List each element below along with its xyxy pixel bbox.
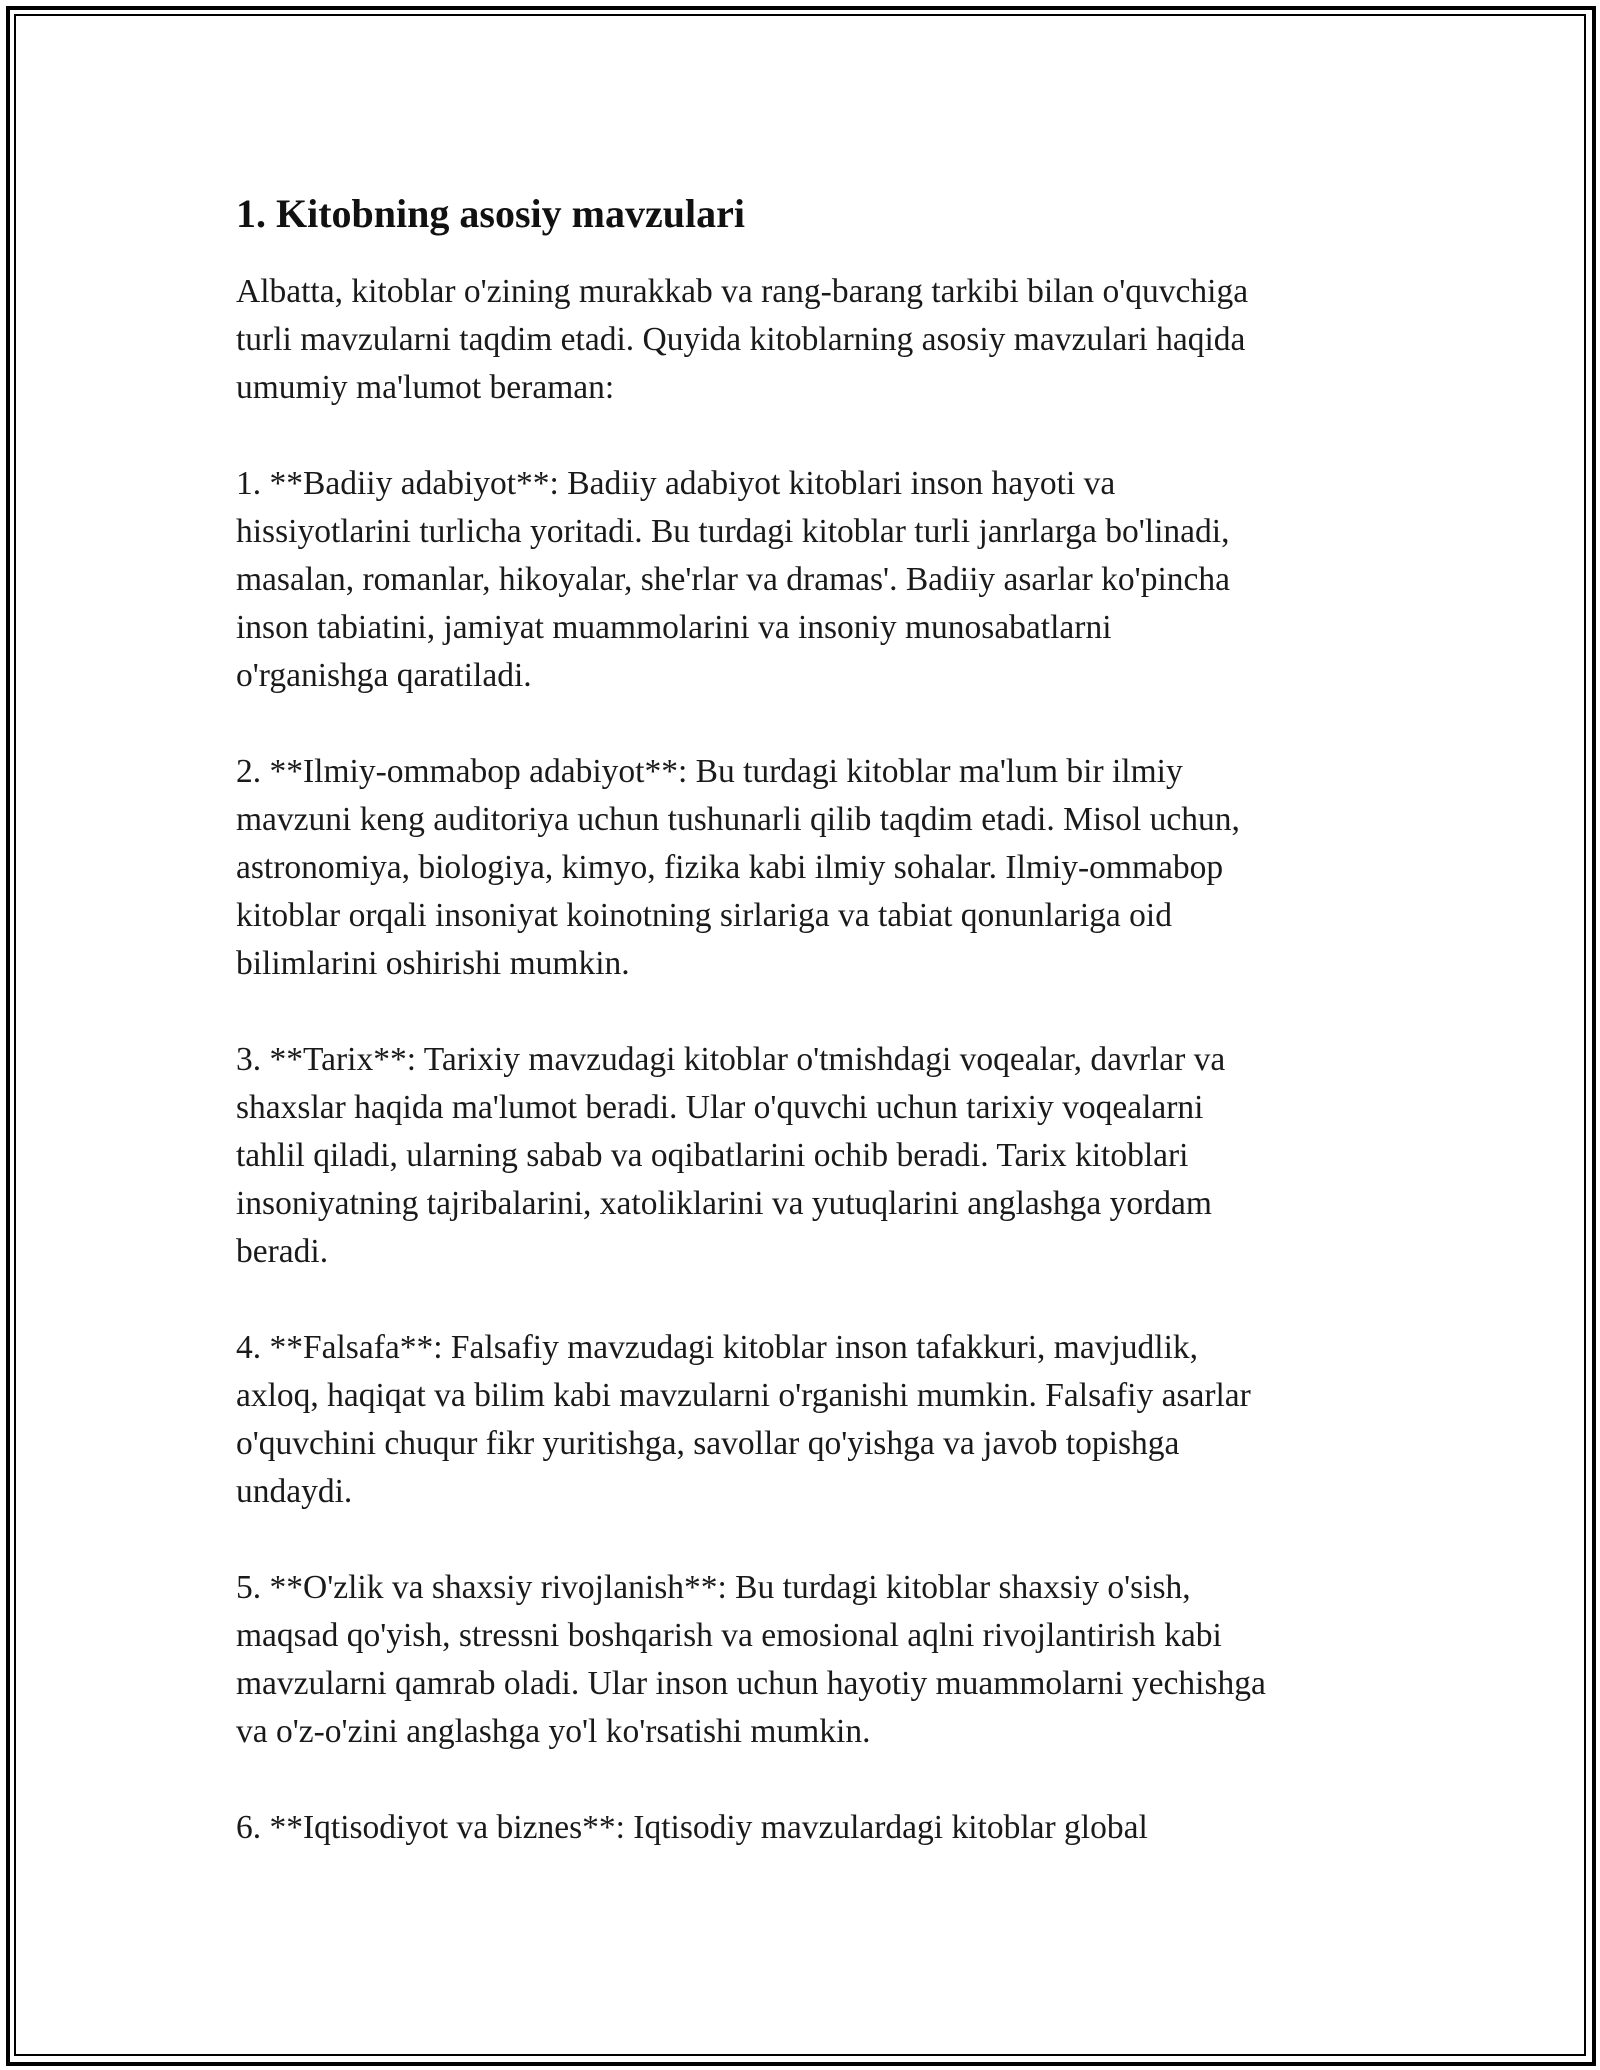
document-body — [236, 186, 1376, 1900]
paragraph-ilmiy-ommabop: 2. **Ilmiy-ommabop adabiyot**: Bu turdagi kitoblar ma'lum bir ilmiy mavzuni keng auditoriya uchun tushunarli qilib taqdim etadi. Misol uchun, astronomiya, biologiya, kimyo, fizika kabi ilmiy sohalar. Ilmiy-ommabop kitoblar orqali insoniyat koinotning sirlariga va tabiat qonunlariga oid bilimlarini oshirishi mumkin. — [236, 753, 1240, 982]
intro-paragraph: Albatta, kitoblar o'zining murakkab va rang-barang tarkibi bilan o'quvchiga turli mavzularni taqdim etadi. Quyida kitoblarning asosiy mavzulari haqida umumiy ma'lumot beraman: — [236, 273, 1249, 406]
paragraph-tarix: 3. **Tarix**: Tarixiy mavzudagi kitoblar o'tmishdagi voqealar, davrlar va shaxslar haqida ma'lumot beradi. Ular o'quvchi uchun tarixiy voqealarni tahlil qiladi, ularning sabab va oqibatlarini ochib beradi. Tarix kitoblari insoniyatning tajribalarini, xatoliklarini va yutuqlarini anglashga yordam beradi. — [236, 1041, 1226, 1270]
section-heading: 1. Kitobning asosiy mavzulari — [236, 191, 745, 236]
paragraph-badiiy-adabiyot: 1. **Badiiy adabiyot**: Badiiy adabiyot kitoblari inson hayoti va hissiyotlarini turlicha yoritadi. Bu turdagi kitoblar turli janrlarga bo'linadi, masalan, romanlar, hikoyalar, she'rlar va dramas'. Badiiy asarlar ko'pincha inson tabiatini, jamiyat muammolarini va insoniy munosabatlarni o'rganishga qaratiladi. — [236, 465, 1230, 694]
paragraph-ozlik: 5. **O'zlik va shaxsiy rivojlanish**: Bu turdagi kitoblar shaxsiy o'sish, maqsad qo'yish, stressni boshqarish va emosional aqlni rivojlantirish kabi mavzularni qamrab oladi. Ular inson uchun hayotiy muammolarni yechishga va o'z-o'zini anglashga yo'l ko'rsatishi mumkin. — [236, 1569, 1266, 1750]
paragraph-iqtisodiyot: 6. **Iqtisodiyot va biznes**: Iqtisodiy mavzulardagi kitoblar global — [236, 1809, 1148, 1846]
paragraph-falsafa: 4. **Falsafa**: Falsafiy mavzudagi kitoblar inson tafakkuri, mavjudlik, axloq, haqiqat va bilim kabi mavzularni o'rganishi mumkin. Falsafiy asarlar o'quvchini chuqur fikr yuritishga, savollar qo'yishga va javob topishga undaydi. — [236, 1329, 1251, 1510]
